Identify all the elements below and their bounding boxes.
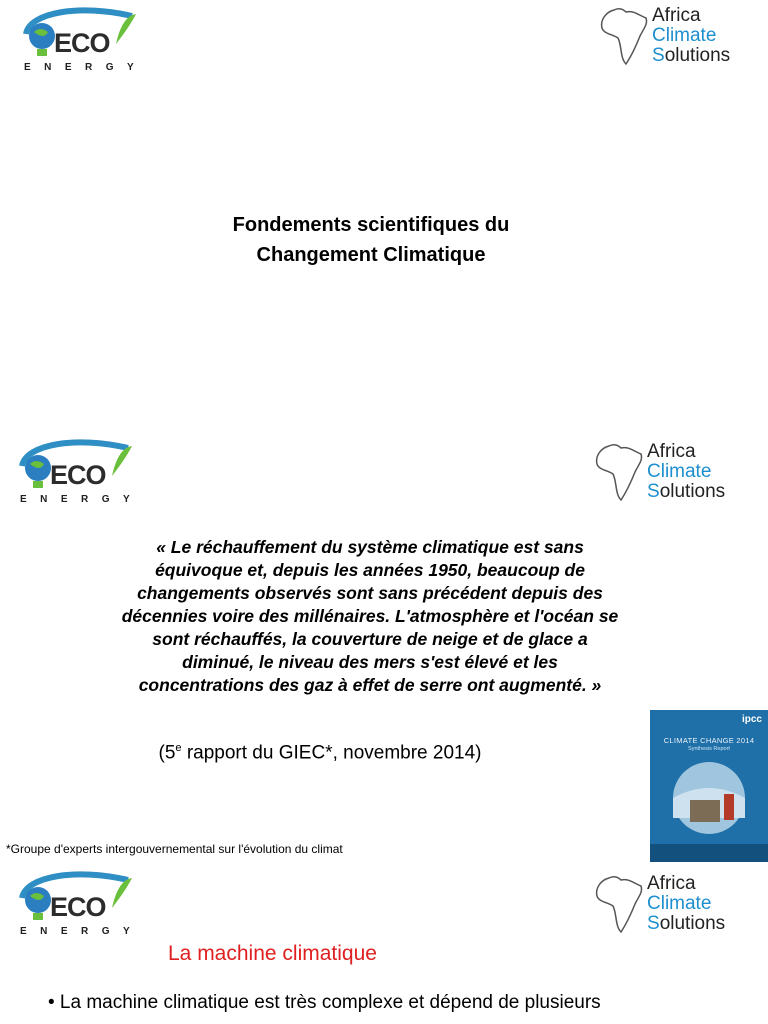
acs-line3-rest: olutions bbox=[659, 481, 726, 502]
acs-line3-rest: olutions bbox=[664, 45, 731, 66]
quote-line: équivoque et, depuis les années 1950, beaucoup de bbox=[155, 560, 585, 580]
bullet-item: • La machine climatique est très complexe et dépend de plusieurs bbox=[48, 992, 601, 1013]
slide1-title-line2: Changement Climatique bbox=[256, 244, 486, 266]
acs-line3-first: S bbox=[652, 45, 665, 66]
acs-line2: Climate bbox=[647, 461, 712, 482]
quote-line: « Le réchauffement du système climatique est sans bbox=[156, 537, 584, 557]
acs-line2: Climate bbox=[652, 25, 717, 46]
quote-line: décennies voire des millénaires. L'atmosphère et l'océan se bbox=[121, 606, 619, 626]
quote-line: diminué, le niveau des mers s'est élevé et les bbox=[182, 652, 558, 672]
ref-post: rapport du GIEC*, novembre 2014) bbox=[181, 742, 482, 764]
africa-map-icon bbox=[595, 442, 647, 502]
slide3-title: La machine climatique bbox=[168, 942, 377, 965]
acs-line3-first: S bbox=[647, 481, 660, 502]
ipcc-tag: ipcc bbox=[741, 714, 762, 725]
eco-wordmark: ECO bbox=[50, 460, 106, 490]
giec-quote bbox=[40, 536, 700, 697]
ref-pre: (5 bbox=[158, 742, 176, 764]
eco-subtitle: ENERGY bbox=[20, 926, 144, 937]
quote-line: sont réchauffés, la couverture de neige et de glace a bbox=[152, 629, 588, 649]
acs-line3-rest: olutions bbox=[659, 913, 726, 934]
acs-line3-first: S bbox=[647, 913, 660, 934]
ref-sup: e bbox=[175, 742, 182, 754]
eco-wordmark: ECO bbox=[50, 892, 106, 922]
acs-line2: Climate bbox=[647, 893, 712, 914]
africa-climate-solutions-logo bbox=[600, 6, 750, 74]
ipcc-report-cover bbox=[650, 710, 768, 862]
quote-line: changements observés sont sans précédent depuis des bbox=[137, 583, 603, 603]
slide1-title bbox=[0, 210, 742, 270]
eco-subtitle: ENERGY bbox=[20, 494, 144, 505]
footnote: *Groupe d'experts intergouvernemental sur l'évolution du climat bbox=[6, 842, 343, 856]
slide-title bbox=[0, 0, 768, 430]
ipcc-cover-photo-icon bbox=[650, 710, 768, 862]
acs-line1: Africa bbox=[652, 5, 701, 26]
acs-line1: Africa bbox=[647, 873, 696, 894]
ipcc-cover-title: CLIMATE CHANGE 2014 bbox=[663, 736, 755, 745]
eco-wordmark: ECO bbox=[54, 28, 110, 58]
quote-line: concentrations des gaz à effet de serre ont augmenté. » bbox=[138, 675, 602, 695]
acs-line1: Africa bbox=[647, 441, 696, 462]
slide-machine bbox=[0, 862, 768, 1024]
slide-quote bbox=[0, 430, 768, 862]
africa-climate-solutions-logo bbox=[595, 442, 745, 510]
eco-energy-logo bbox=[16, 436, 144, 510]
africa-map-icon bbox=[595, 874, 647, 934]
africa-climate-solutions-logo bbox=[595, 874, 745, 942]
ipcc-cover-subtitle: Synthesis Report bbox=[688, 746, 730, 752]
eco-subtitle: ENERGY bbox=[24, 62, 148, 73]
eco-energy-logo bbox=[20, 4, 148, 78]
quote-reference bbox=[0, 742, 640, 764]
eco-energy-logo bbox=[16, 868, 144, 942]
africa-map-icon bbox=[600, 6, 652, 66]
slide1-title-line1: Fondements scientifiques du bbox=[232, 214, 510, 236]
